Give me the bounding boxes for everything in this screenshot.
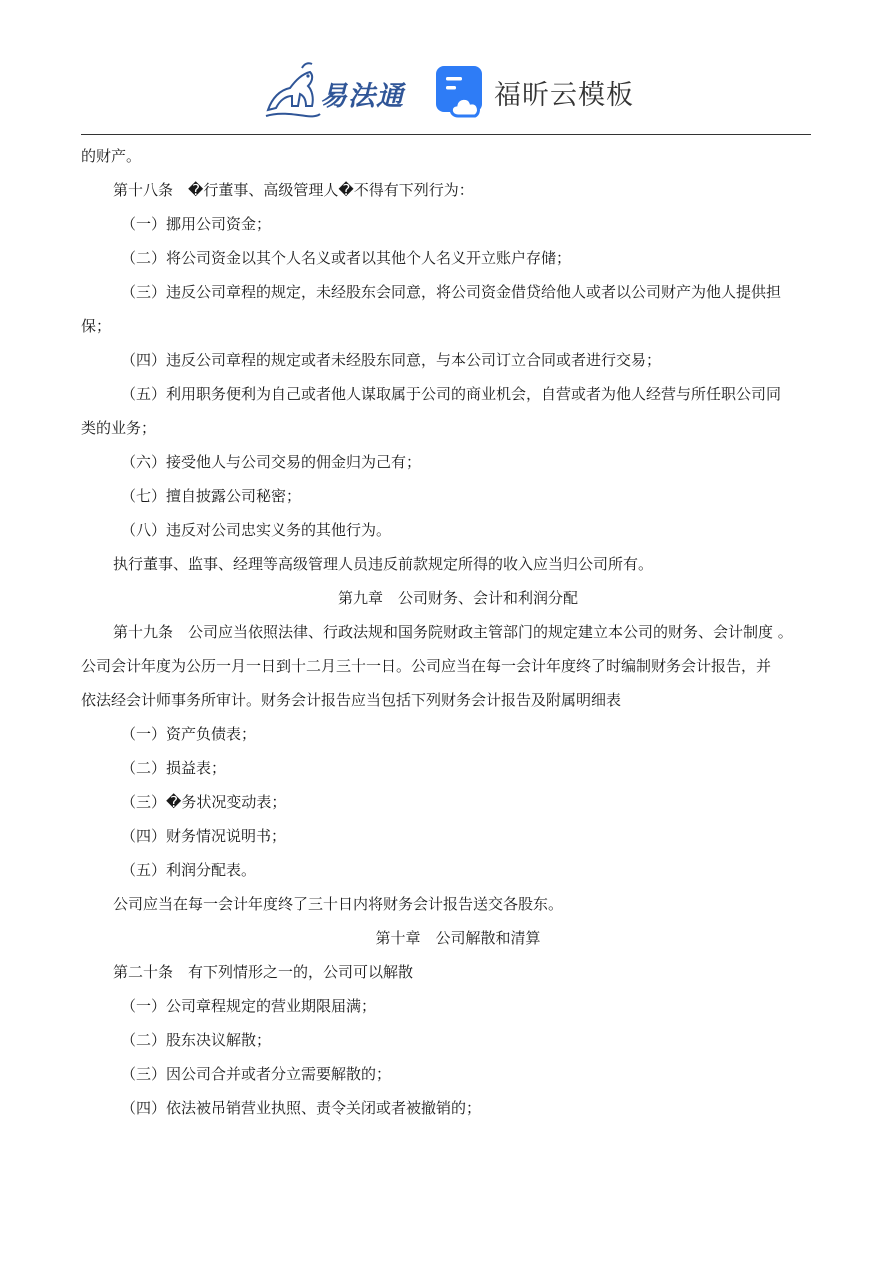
document-line: （三）违反公司章程的规定，未经股东会同意，将公司资金借贷给他人或者以公司财产为他人提供担 — [121, 283, 782, 301]
document-line: （五）利用职务便利为自己或者他人谋取属于公司的商业机会，自营或者为他人经营与所任职公司同 — [121, 385, 782, 403]
chapter-heading: 第九章 公司财务、会计和利润分配 — [337, 589, 578, 607]
document-line: （四）依法被吊销营业执照、责令关闭或者被撤销的； — [121, 1099, 482, 1117]
document-line: 第二十条 有下列情形之一的，公司可以解散 — [113, 963, 414, 981]
logo2-text: 福昕云模板 — [494, 80, 634, 111]
document-line: 依法经会计师事务所审计。财务会计报告应当包括下列财务会计报告及附属明细表 — [81, 691, 622, 709]
document-line: 公司应当在每一会计年度终了三十日内将财务会计报告送交各股东。 — [113, 895, 564, 913]
document-line: （一）公司章程规定的营业期限届满； — [121, 997, 377, 1015]
document-line: （四）财务情况说明书； — [121, 827, 287, 845]
document-line: （二）股东决议解散； — [121, 1031, 272, 1049]
chapter-heading: 第十章 公司解散和清算 — [375, 929, 541, 947]
logo1-text: 易法通 — [320, 81, 404, 112]
document-line: （二）将公司资金以其个人名义或者以其他个人名义开立账户存储； — [121, 249, 572, 267]
document-line: （三）因公司合并或者分立需要解散的； — [121, 1065, 392, 1083]
document-line: 第十九条 公司应当依照法律、行政法规和国务院财政主管部门的规定建立本公司的财务、会计制度 。 — [113, 623, 793, 641]
document-line: （一）资产负债表； — [121, 725, 257, 743]
fuxin-template-logo — [436, 64, 636, 120]
document-line: 第十八条 �行董事、高级管理人�不得有下列行为： — [113, 181, 474, 199]
cloud-document-icon — [436, 66, 488, 118]
page-header — [0, 0, 893, 135]
document-line: 公司会计年度为公历一月一日到十二月三十一日。公司应当在每一会计年度终了时编制财务会计报告，并 — [81, 657, 772, 675]
document-body — [81, 139, 835, 1125]
document-line: 类的业务； — [81, 419, 157, 437]
document-line: （六）接受他人与公司交易的佣金归为己有； — [121, 453, 422, 471]
yifatong-logo — [262, 60, 412, 122]
document-line: （四）违反公司章程的规定或者未经股东同意，与本公司订立合同或者进行交易； — [121, 351, 662, 369]
document-line: （二）损益表； — [121, 759, 227, 777]
document-line: （五）利润分配表。 — [121, 861, 257, 879]
document-line: 保； — [81, 317, 112, 335]
document-line: （八）违反对公司忠实义务的其他行为。 — [121, 521, 392, 539]
qilin-emblem-icon — [262, 60, 322, 122]
document-line: （三）�务状况变动表； — [121, 793, 287, 811]
document-line: （一）挪用公司资金； — [121, 215, 272, 233]
document-line: （七）擅自披露公司秘密； — [121, 487, 302, 505]
header-divider — [81, 134, 811, 135]
document-line: 的财产。 — [81, 147, 142, 165]
document-line: 执行董事、监事、经理等高级管理人员违反前款规定所得的收入应当归公司所有。 — [113, 555, 654, 573]
